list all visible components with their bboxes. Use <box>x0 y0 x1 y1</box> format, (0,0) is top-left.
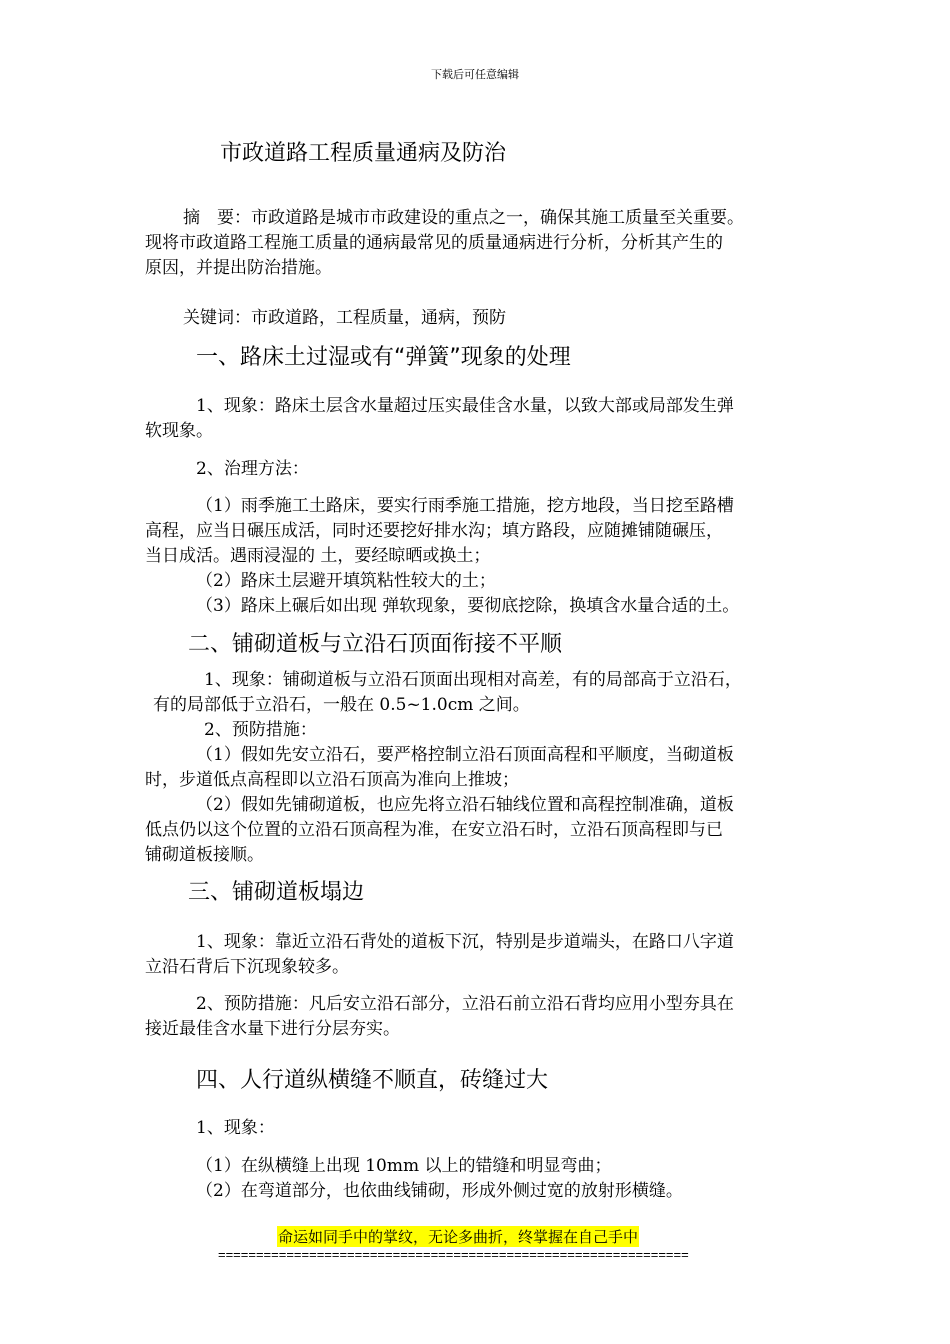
abstract-line-3: 原因，并提出防治措施。 <box>145 258 332 278</box>
footer-motto: 命运如同手中的掌纹，无论多曲折，终掌握在自己手中 <box>278 1228 639 1246</box>
footer-rule: ============================================================== <box>218 1247 689 1262</box>
section-heading-1: 一、路床土过湿或有“弹簧”现象的处理 <box>196 345 571 370</box>
document-title: 市政道路工程质量通病及防治 <box>220 141 507 166</box>
abstract-line-2: 现将市政道路工程施工质量的通病最常见的质量通病进行分析，分析其产生的 <box>145 233 723 253</box>
section1-line: 1、现象：路床土层含水量超过压实最佳含水量，以致大部或局部发生弹 <box>196 396 734 416</box>
section-heading-2: 二、铺砌道板与立沿石顶面衔接不平顺 <box>188 632 563 657</box>
section4-line: （1）在纵横缝上出现 10mm 以上的错缝和明显弯曲； <box>196 1156 612 1176</box>
section3-line: 1、现象：靠近立沿石背处的道板下沉，特别是步道端头，在路口八字道 <box>196 932 734 952</box>
section1-line: （1）雨季施工土路床，要实行雨季施工措施，挖方地段，当日挖至路槽 <box>196 496 734 516</box>
section2-line: 铺砌道板接顺。 <box>145 845 264 865</box>
section4-line: 1、现象： <box>196 1118 275 1138</box>
section2-line: （2）假如先铺砌道板，也应先将立沿石轴线位置和高程控制准确，道板 <box>196 795 734 815</box>
section2-line: 1、现象：铺砌道板与立沿石顶面出现相对高差，有的局部高于立沿石， <box>204 670 742 690</box>
section2-line: 2、预防措施： <box>204 720 317 740</box>
section1-line: 当日成活。遇雨浸湿的 土，要经晾晒或换土； <box>145 546 491 566</box>
keywords: 关键词：市政道路，工程质量，通病，预防 <box>183 308 506 328</box>
section-heading-4: 四、人行道纵横缝不顺直，砖缝过大 <box>196 1068 549 1093</box>
section3-line: 立沿石背后下沉现象较多。 <box>145 957 349 977</box>
section1-line: （2）路床土层避开填筑粘性较大的土； <box>196 571 496 591</box>
section1-line: （3）路床上碾后如出现 弹软现象，要彻底挖除，换填含水量合适的土。 <box>196 596 740 616</box>
section2-line: 低点仍以这个位置的立沿石顶高程为准，在安立沿石时，立沿石顶高程即与已 <box>145 820 723 840</box>
section2-line: （1）假如先安立沿石，要严格控制立沿石顶面高程和平顺度，当砌道板 <box>196 745 734 765</box>
section2-line: 有的局部低于立沿石，一般在 0.5~1.0cm 之间。 <box>153 695 530 715</box>
section1-line: 软现象。 <box>145 421 213 441</box>
section-heading-3: 三、铺砌道板塌边 <box>188 880 365 905</box>
header-note: 下载后可任意编辑 <box>431 68 519 81</box>
section1-line: 2、治理方法： <box>196 459 309 479</box>
section3-line: 2、预防措施：凡后安立沿石部分，立沿石前立沿石背均应用小型夯具在 <box>196 994 734 1014</box>
section3-line: 接近最佳含水量下进行分层夯实。 <box>145 1019 400 1039</box>
section2-line: 时，步道低点高程即以立沿石顶高为准向上推坡； <box>145 770 519 790</box>
section1-line: 高程，应当日碾压成活，同时还要挖好排水沟；填方路段，应随摊铺随碾压， <box>145 521 723 541</box>
section4-line: （2）在弯道部分，也依曲线铺砌，形成外侧过宽的放射形横缝。 <box>196 1181 683 1201</box>
abstract-line-1: 摘 要：市政道路是城市市政建设的重点之一，确保其施工质量至关重要。 <box>183 208 744 228</box>
